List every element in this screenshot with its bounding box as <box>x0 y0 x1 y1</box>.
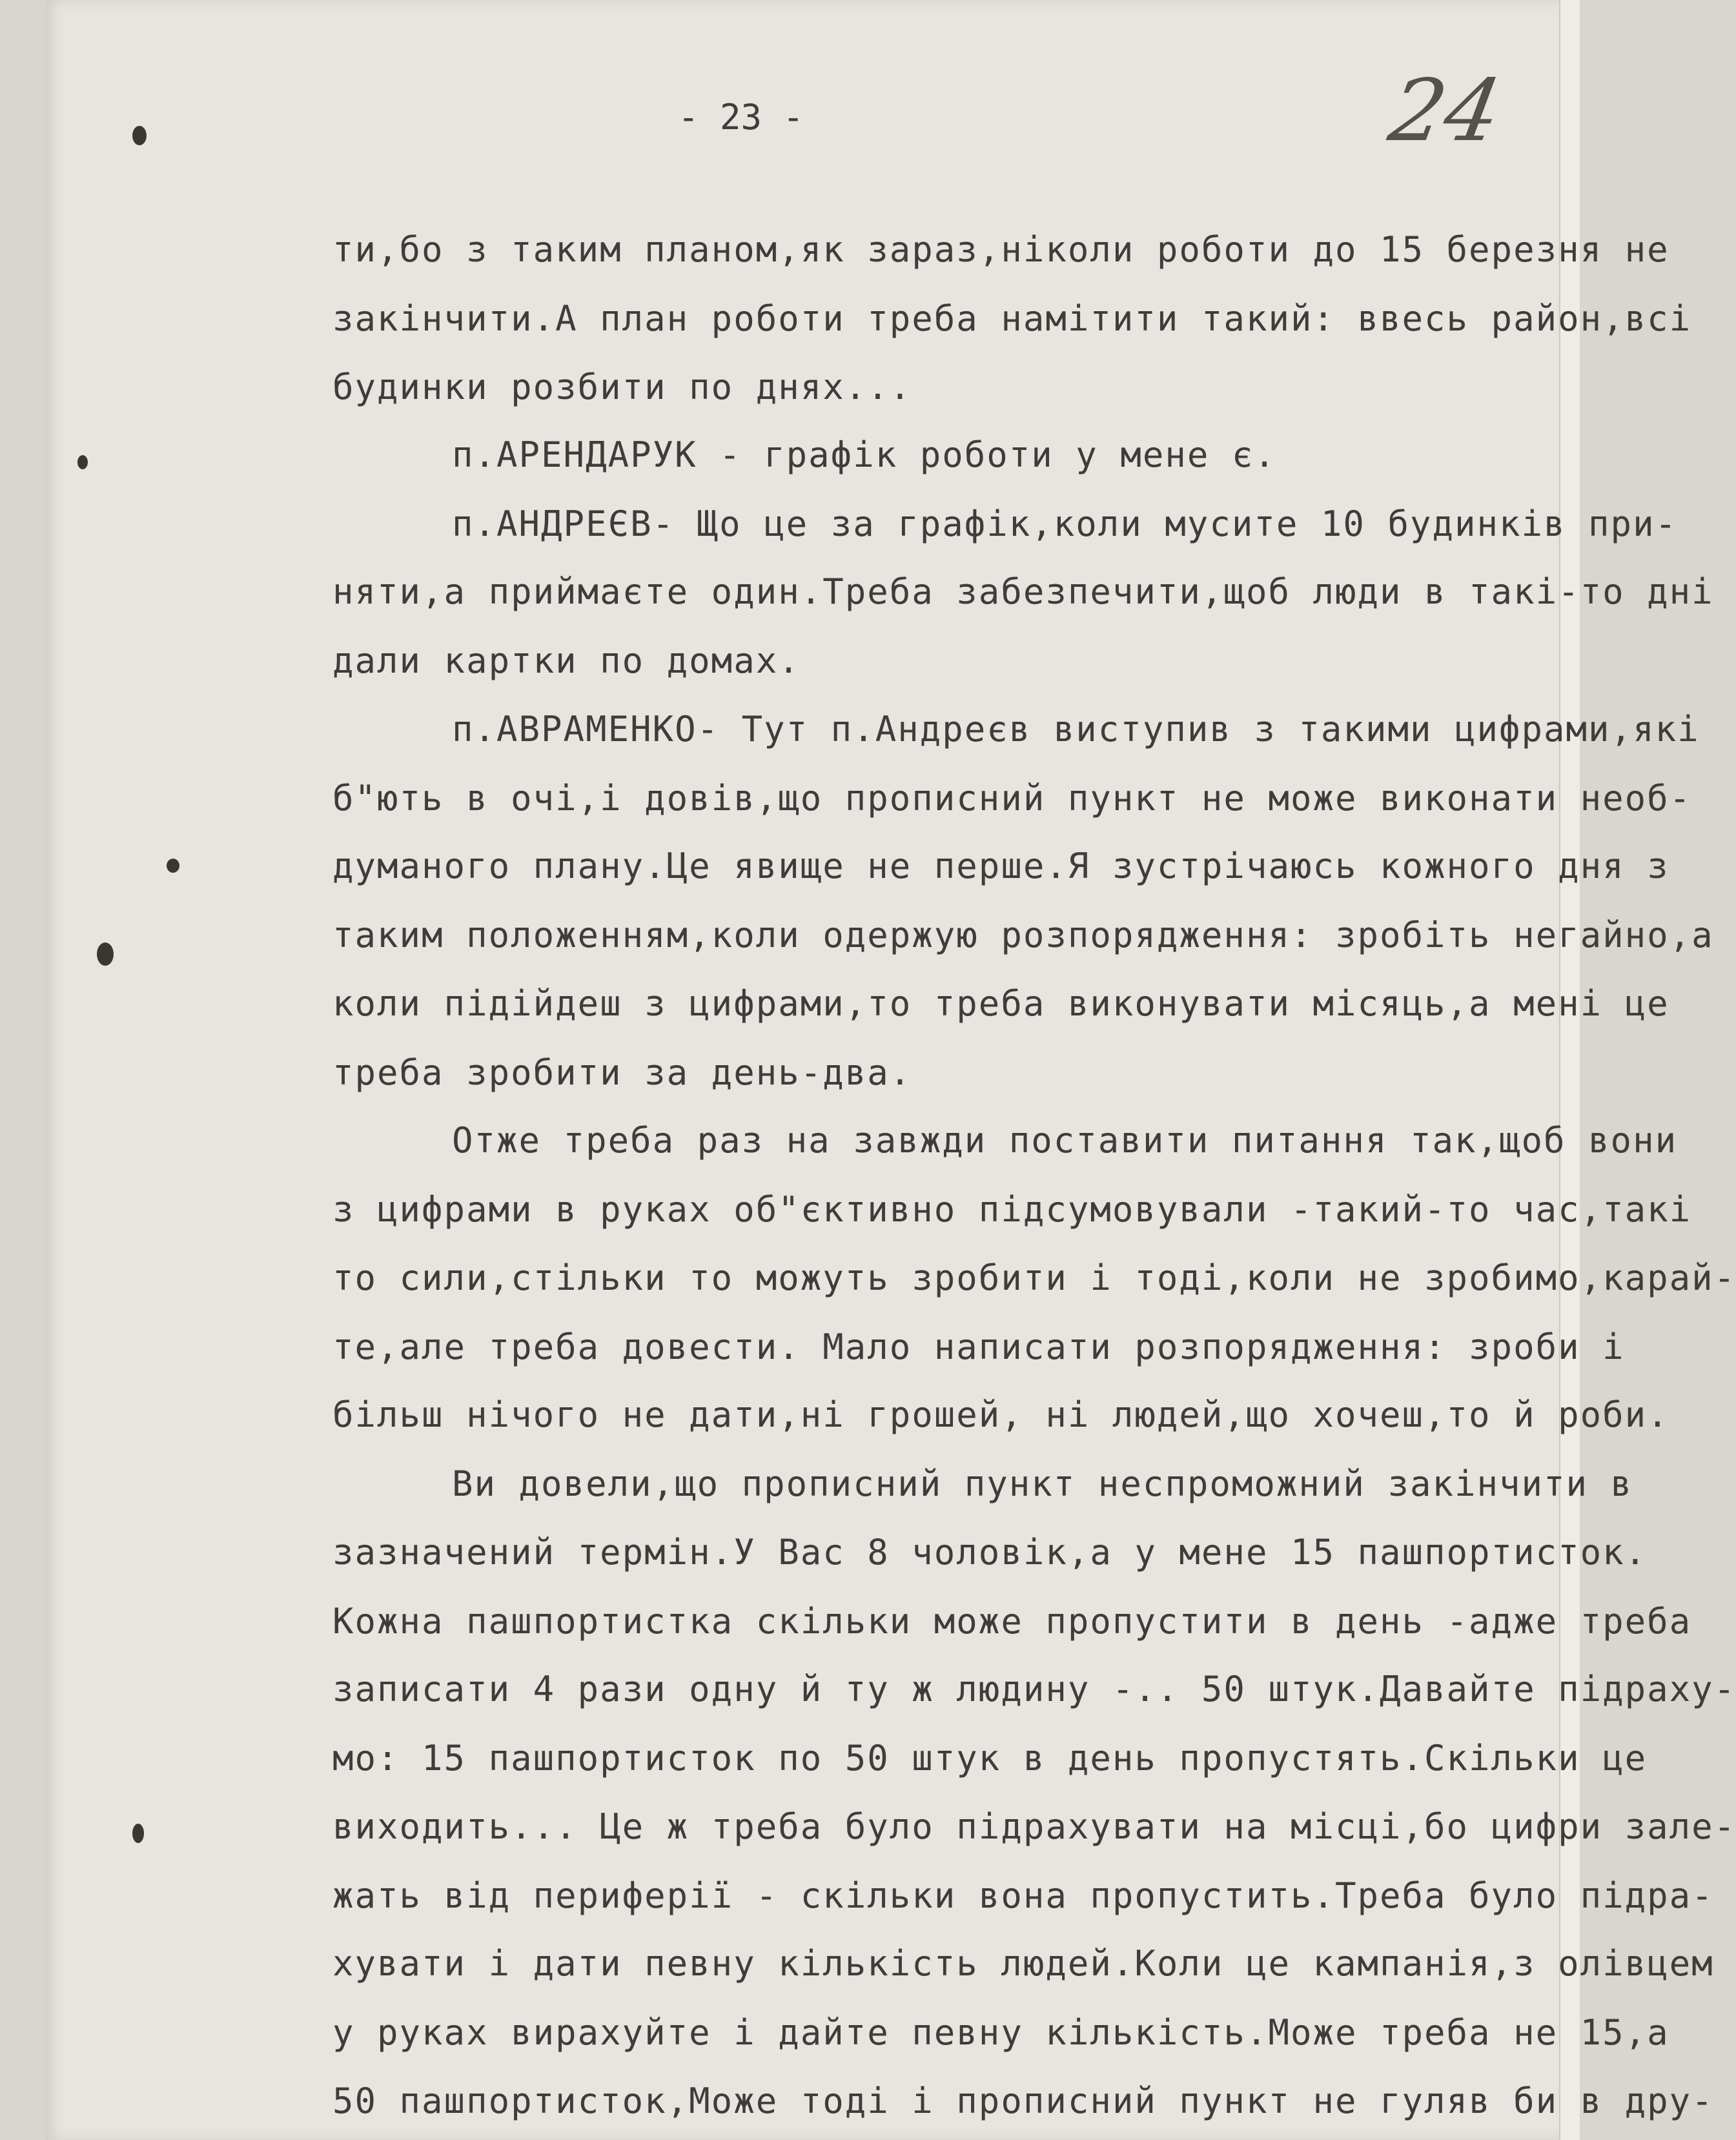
text-line: п.АНДРЕЄВ- Що це за графік,коли мусите 10 будинків при- <box>452 504 1678 544</box>
text-line: записати 4 рази одну й ту ж людину -.. 50 штук.Давайте підраху- <box>332 1669 1736 1709</box>
text-line: п.АВРАМЕНКО- Тут п.Андреєв виступив з такими цифрами,які <box>452 709 1700 749</box>
text-line: п.АРЕНДАРУК - графік роботи у мене є. <box>452 434 1276 475</box>
text-line: мо: 15 пашпортисток по 50 штук в день пропустять.Скільки це <box>332 1738 1648 1778</box>
punch-hole <box>167 859 179 873</box>
punch-hole <box>97 943 114 966</box>
text-line: з цифрами в руках об"єктивно підсумовували -такий-то час,такі <box>332 1189 1692 1230</box>
text-line: у руках вирахуйте і дайте певну кількість.Може треба не 15,а <box>332 2012 1670 2053</box>
text-line: думаного плану.Це явище не перше.Я зустрічаюсь кожного дня з <box>332 846 1670 886</box>
text-line: Отже треба раз на завжди поставити питання так,щоб вони <box>452 1120 1678 1161</box>
text-line: ти,бо з таким планом,як зараз,ніколи роботи до 15 березня не <box>332 229 1670 270</box>
text-line: більш нічого не дати,ні грошей, ні людей,що хочеш,то й роби. <box>332 1394 1670 1435</box>
text-line: Ви довели,що прописний пункт неспроможний закінчити в <box>452 1463 1633 1504</box>
text-line: таким положенням,коли одержую розпорядження: зробіть негайно,а <box>332 915 1714 955</box>
text-line: няти,а приймаєте один.Треба забезпечити,щоб люди в такі-то дні <box>332 571 1714 612</box>
text-line: те,але треба довести. Мало написати розпорядження: зроби і <box>332 1327 1625 1367</box>
text-line: хувати і дати певну кількість людей.Коли це кампанія,з олівцем <box>332 1943 1714 1984</box>
text-line: закінчити.А план роботи треба намітити такий: ввесь район,всі <box>332 298 1692 339</box>
punch-hole <box>132 1824 144 1843</box>
text-line: то сили,стільки то можуть зробити і тоді,коли не зробимо,карай- <box>332 1258 1736 1298</box>
text-line: б"ють в очі,і довів,що прописний пункт не може виконати необ- <box>332 778 1692 819</box>
text-line: Кожна пашпортистка скільки може пропустити в день -адже треба <box>332 1601 1692 1642</box>
text-line: будинки розбити по днях... <box>332 367 912 407</box>
text-line: дали картки по домах. <box>332 640 801 681</box>
text-line: зазначений термін.У Вас 8 чоловік,а у мене 15 пашпортисток. <box>332 1532 1648 1573</box>
text-line: виходить... Це ж треба було підрахувати на місці,бо цифри зале- <box>332 1806 1736 1847</box>
archive-folio-number: 24 <box>1382 61 1509 161</box>
punch-hole <box>132 126 147 145</box>
text-line: жать від периферії - скільки вона пропустить.Треба було підра- <box>332 1875 1714 1916</box>
text-line: 50 пашпортисток,Може тоді і прописний пункт не гуляв би в дру- <box>332 2081 1714 2121</box>
text-line: коли підійдеш з цифрами,то треба виконувати місяць,а мені це <box>332 983 1670 1024</box>
page-number: - 23 - <box>678 97 804 138</box>
punch-hole <box>77 455 88 469</box>
text-line: треба зробити за день-два. <box>332 1052 912 1093</box>
